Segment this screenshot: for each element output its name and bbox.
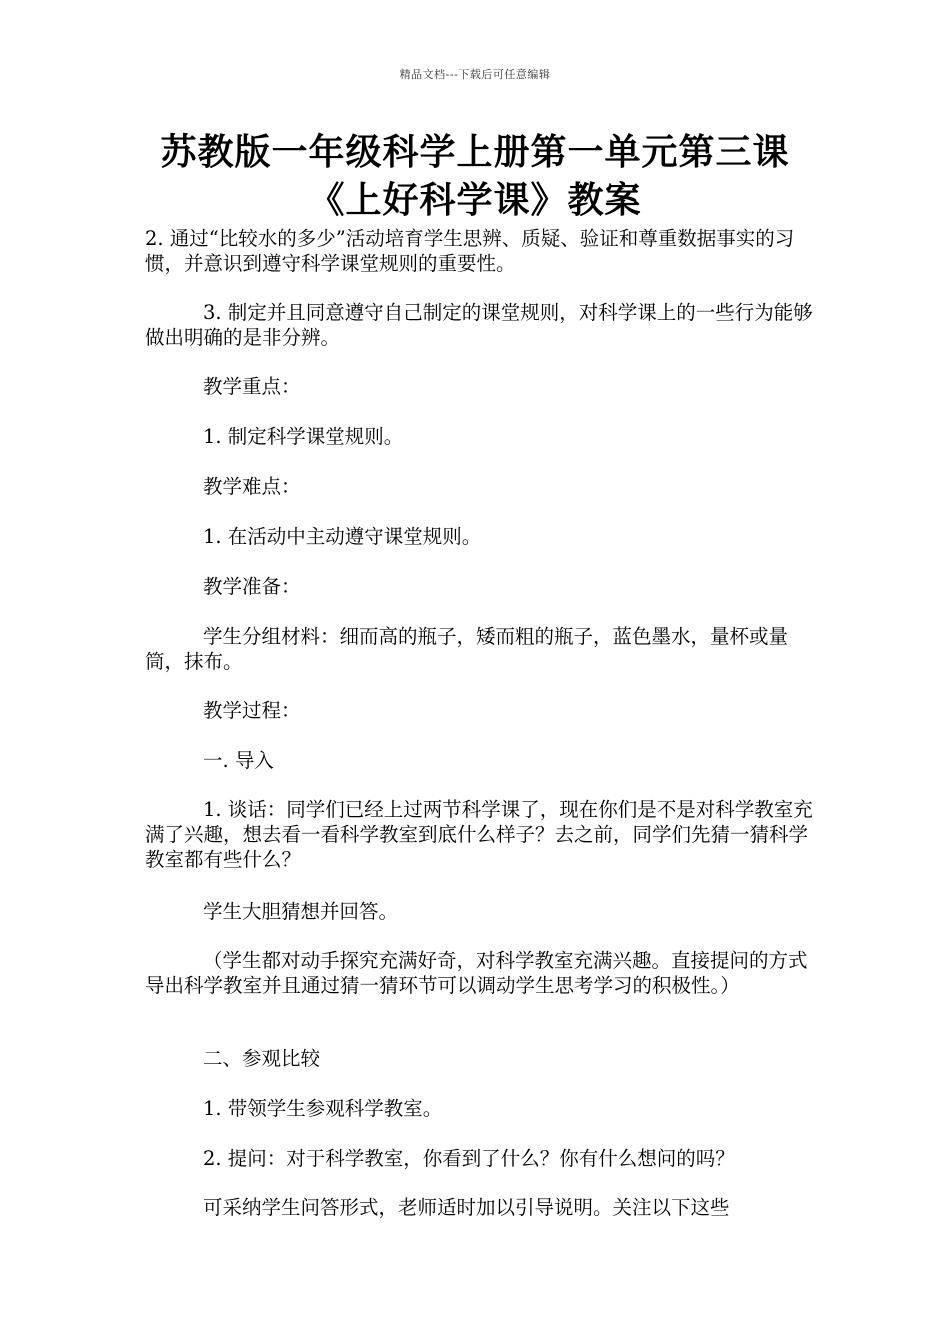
paragraph-key-point-1: 1. 制定科学课堂规则。 xyxy=(203,425,404,448)
heading-section-visit: 二、参观比较 xyxy=(203,1047,321,1070)
paragraph-student-guess: 学生大胆猜想并回答。 xyxy=(203,900,399,923)
paragraph-goal-3: 3. 制定并且同意遵守自己制定的课堂规则，对科学课上的一些行为能够做出明确的是非分辨。 xyxy=(145,301,813,349)
paragraph-visit-2: 2. 提问：对于科学教室，你看到了什么？你有什么想问的吗？ xyxy=(203,1147,735,1170)
paragraph-visit-1: 1. 带领学生参观科学教室。 xyxy=(203,1097,443,1120)
paragraph-visit-note: 可采纳学生问答形式，老师适时加以引导说明。关注以下这些 xyxy=(203,1196,730,1219)
document-title-line-2: 《上好科学课》教案 xyxy=(308,179,642,221)
heading-preparation: 教学准备： xyxy=(203,575,301,598)
paragraph-note: （学生都对动手探究充满好奇，对科学教室充满兴趣。直接提问的方式导出科学教室并且通过猜一猜环节可以调动学生思考学习的积极性。） xyxy=(145,949,808,997)
heading-key-points: 教学重点： xyxy=(203,375,301,398)
heading-section-intro: 一. 导入 xyxy=(203,749,274,772)
paragraph-materials: 学生分组材料：细而高的瓶子，矮而粗的瓶子，蓝色墨水，量杯或量筒，抹布。 xyxy=(145,625,789,673)
header-note: 精品文档---下载后可任意编辑 xyxy=(399,68,551,81)
paragraph-goal-2: 2. 通过“比较水的多少”活动培育学生思辨、质疑、验证和尊重数据事实的习惯，并意识到遵守科学课堂规则的重要性。 xyxy=(145,227,795,275)
heading-difficulties: 教学难点： xyxy=(203,475,301,498)
heading-process: 教学过程： xyxy=(203,699,301,722)
paragraph-talk: 1. 谈话：同学们已经上过两节科学课了，现在你们是不是对科学教室充满了兴趣，想去看一看科学教室到底什么样子？去之前，同学们先猜一猜科学教室都有些什么？ xyxy=(145,798,813,871)
paragraph-difficulty-1: 1. 在活动中主动遵守课堂规则。 xyxy=(203,525,482,548)
document-title-line-1: 苏教版一年级科学上册第一单元第三课 xyxy=(160,131,790,173)
